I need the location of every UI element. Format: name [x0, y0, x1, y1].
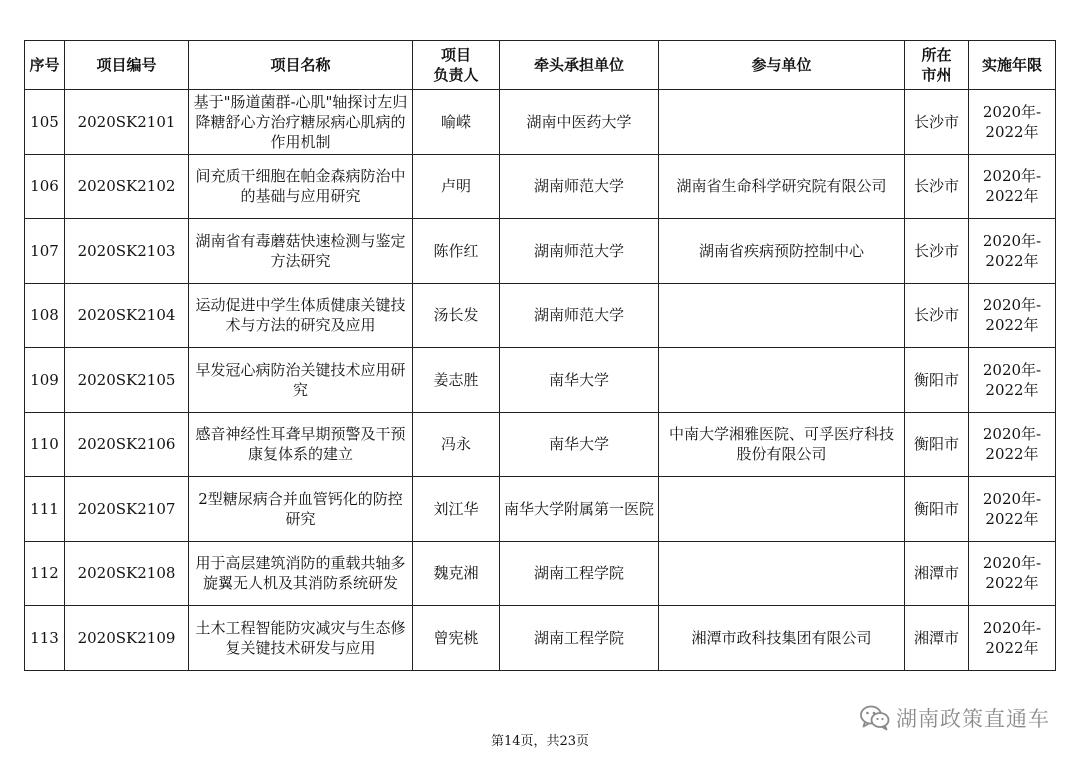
period-end: 2022年 — [985, 445, 1039, 464]
cell-period — [969, 606, 1056, 671]
cell-name: 感音神经性耳聋早期预警及干预康复体系的建立 — [189, 412, 413, 477]
period-end: 2022年 — [985, 574, 1039, 593]
header-period: 实施年限 — [969, 41, 1056, 90]
cell-code: 2020SK2109 — [65, 606, 189, 671]
cell-name: 基于"肠道菌群-心肌"轴探讨左归降糖舒心方治疗糖尿病心肌病的作用机制 — [189, 90, 413, 155]
cell-lead-unit: 湖南师范大学 — [500, 154, 659, 219]
header-code: 项目编号 — [65, 41, 189, 90]
cell-period — [969, 477, 1056, 542]
cell-partners — [659, 283, 905, 348]
cell-code: 2020SK2102 — [65, 154, 189, 219]
cell-partners — [659, 90, 905, 155]
cell-city: 长沙市 — [905, 219, 969, 284]
cell-city: 衡阳市 — [905, 412, 969, 477]
table-row — [25, 606, 1056, 671]
cell-seq: 109 — [25, 348, 65, 413]
cell-period — [969, 283, 1056, 348]
cell-city: 衡阳市 — [905, 477, 969, 542]
cell-city: 湘潭市 — [905, 606, 969, 671]
cell-partners: 湖南省生命科学研究院有限公司 — [659, 154, 905, 219]
cell-seq: 105 — [25, 90, 65, 155]
cell-city: 长沙市 — [905, 90, 969, 155]
header-leader-line1: 项目 — [440, 46, 471, 64]
header-city — [905, 41, 969, 90]
cell-leader: 卢明 — [413, 154, 500, 219]
cell-period — [969, 541, 1056, 606]
period-end: 2022年 — [985, 316, 1039, 335]
cell-code: 2020SK2107 — [65, 477, 189, 542]
table-row — [25, 541, 1056, 606]
period-start: 2020年- — [982, 231, 1042, 250]
cell-seq: 106 — [25, 154, 65, 219]
table-row — [25, 90, 1056, 155]
cell-name: 2型糖尿病合并血管钙化的防控研究 — [189, 477, 413, 542]
wechat-icon — [860, 705, 890, 731]
period-end: 2022年 — [985, 509, 1039, 528]
cell-partners — [659, 477, 905, 542]
cell-leader: 魏克湘 — [413, 541, 500, 606]
period-start: 2020年- — [982, 554, 1042, 573]
project-table — [24, 40, 1056, 671]
period-start: 2020年- — [982, 425, 1042, 444]
cell-name: 运动促进中学生体质健康关键技术与方法的研究及应用 — [189, 283, 413, 348]
header-name: 项目名称 — [189, 41, 413, 90]
cell-seq: 107 — [25, 219, 65, 284]
cell-partners: 湘潭市政科技集团有限公司 — [659, 606, 905, 671]
cell-code: 2020SK2103 — [65, 219, 189, 284]
cell-period — [969, 412, 1056, 477]
cell-lead-unit: 湖南中医药大学 — [500, 90, 659, 155]
cell-leader: 刘江华 — [413, 477, 500, 542]
header-row — [25, 41, 1056, 90]
header-partners: 参与单位 — [659, 41, 905, 90]
cell-leader: 曾宪桃 — [413, 606, 500, 671]
cell-lead-unit: 湖南师范大学 — [500, 283, 659, 348]
period-start: 2020年- — [982, 618, 1042, 637]
cell-partners: 湖南省疾病预防控制中心 — [659, 219, 905, 284]
header-leader-line2: 负责人 — [433, 66, 479, 84]
cell-name: 间充质干细胞在帕金森病防治中的基础与应用研究 — [189, 154, 413, 219]
cell-seq: 111 — [25, 477, 65, 542]
period-start: 2020年- — [982, 102, 1042, 121]
header-city-line2: 市州 — [921, 66, 952, 84]
header-city-line1: 所在 — [921, 46, 952, 64]
period-start: 2020年- — [982, 360, 1042, 379]
cell-period — [969, 219, 1056, 284]
cell-lead-unit: 湖南工程学院 — [500, 606, 659, 671]
period-end: 2022年 — [985, 638, 1039, 657]
cell-period — [969, 90, 1056, 155]
cell-code: 2020SK2105 — [65, 348, 189, 413]
cell-partners — [659, 541, 905, 606]
cell-period — [969, 348, 1056, 413]
page-number: 第14页，共23页 — [490, 734, 590, 749]
cell-seq: 113 — [25, 606, 65, 671]
cell-name: 湖南省有毒蘑菇快速检测与鉴定方法研究 — [189, 219, 413, 284]
cell-partners: 中南大学湘雅医院、可孚医疗科技股份有限公司 — [659, 412, 905, 477]
cell-code: 2020SK2108 — [65, 541, 189, 606]
table-row — [25, 154, 1056, 219]
cell-name: 土木工程智能防灾减灾与生态修复关键技术研发与应用 — [189, 606, 413, 671]
header-lead-unit: 牵头承担单位 — [500, 41, 659, 90]
period-start: 2020年- — [982, 489, 1042, 508]
header-seq: 序号 — [25, 41, 65, 90]
table-row — [25, 283, 1056, 348]
header-leader — [413, 41, 500, 90]
watermark-text: 湖南政策直通车 — [896, 707, 1050, 731]
cell-code: 2020SK2104 — [65, 283, 189, 348]
cell-lead-unit: 南华大学 — [500, 412, 659, 477]
period-end: 2022年 — [985, 251, 1039, 270]
cell-leader: 喻嵘 — [413, 90, 500, 155]
cell-seq: 110 — [25, 412, 65, 477]
cell-leader: 姜志胜 — [413, 348, 500, 413]
cell-code: 2020SK2106 — [65, 412, 189, 477]
cell-period — [969, 154, 1056, 219]
table-row — [25, 412, 1056, 477]
table-row — [25, 219, 1056, 284]
cell-lead-unit: 南华大学附属第一医院 — [500, 477, 659, 542]
cell-lead-unit: 湖南师范大学 — [500, 219, 659, 284]
cell-name: 用于高层建筑消防的重载共轴多旋翼无人机及其消防系统研发 — [189, 541, 413, 606]
period-start: 2020年- — [982, 167, 1042, 186]
cell-city: 长沙市 — [905, 154, 969, 219]
cell-leader: 陈作红 — [413, 219, 500, 284]
watermark — [860, 703, 1050, 733]
table-row — [25, 348, 1056, 413]
cell-seq: 112 — [25, 541, 65, 606]
cell-partners — [659, 348, 905, 413]
cell-name: 早发冠心病防治关键技术应用研究 — [189, 348, 413, 413]
cell-city: 衡阳市 — [905, 348, 969, 413]
period-start: 2020年- — [982, 296, 1042, 315]
cell-code: 2020SK2101 — [65, 90, 189, 155]
cell-leader: 冯永 — [413, 412, 500, 477]
cell-city: 湘潭市 — [905, 541, 969, 606]
period-end: 2022年 — [985, 380, 1039, 399]
cell-city: 长沙市 — [905, 283, 969, 348]
cell-leader: 汤长发 — [413, 283, 500, 348]
cell-seq: 108 — [25, 283, 65, 348]
period-end: 2022年 — [985, 187, 1039, 206]
period-end: 2022年 — [985, 122, 1039, 141]
cell-lead-unit: 南华大学 — [500, 348, 659, 413]
cell-lead-unit: 湖南工程学院 — [500, 541, 659, 606]
table-row — [25, 477, 1056, 542]
